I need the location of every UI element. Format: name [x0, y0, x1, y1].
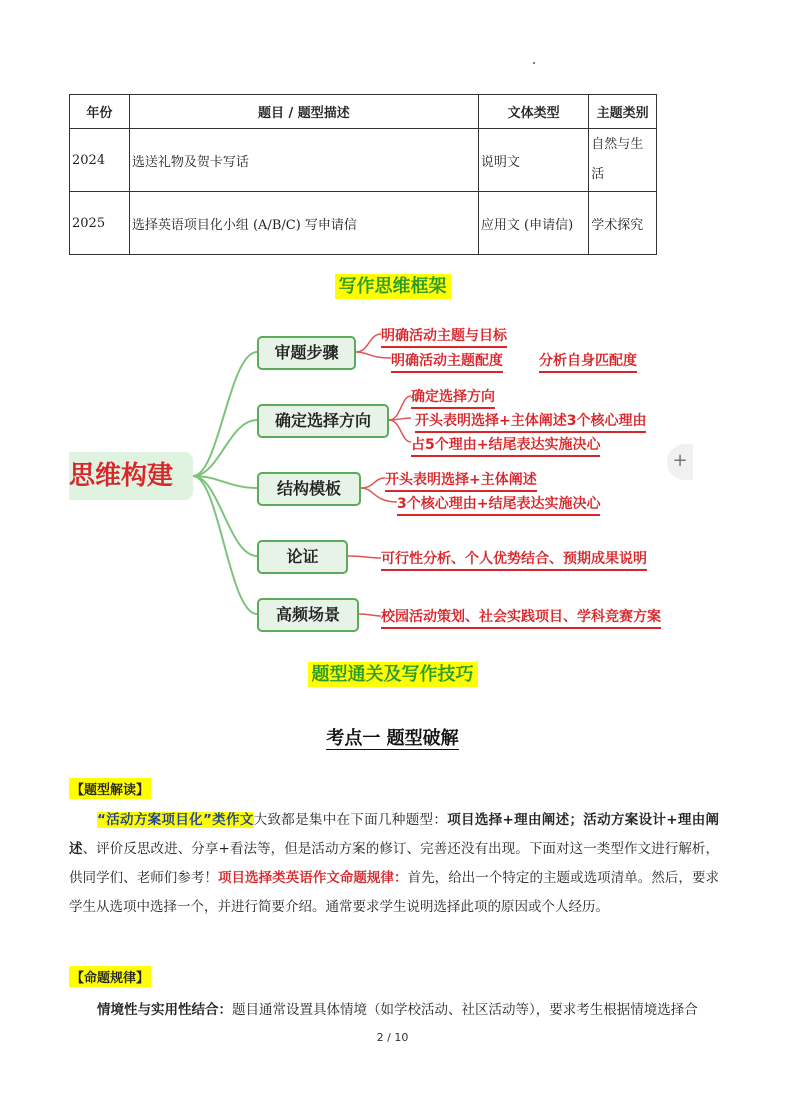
para-bold: 情境性与实用性结合：: [97, 1002, 232, 1018]
leaf: 开头表明选择+主体阐述: [385, 469, 537, 492]
table-cell: 应用文 (申请信): [478, 192, 588, 255]
branch-structure-template: 结构模板: [257, 472, 361, 506]
table-cell: 选送礼物及贺卡写话: [129, 129, 478, 192]
kaodian-title: [0, 724, 785, 750]
plus-icon[interactable]: +: [667, 444, 693, 480]
mind-map: [69, 312, 693, 648]
framework-heading: [0, 272, 785, 298]
highlight-phrase: “活动方案项目化”类作文: [97, 812, 254, 828]
interpretation-paragraph: [69, 806, 719, 922]
leaf: 可行性分析、个人优势结合、预期成果说明: [381, 548, 647, 571]
leaf: 开头表明选择+主体阐述3个核心理由: [415, 410, 646, 433]
leaf: 分析自身匹配度: [539, 350, 637, 373]
leaf: 3个核心理由+结尾表达实施决心: [397, 493, 600, 516]
branch-frequent-scenes: 高频场景: [257, 598, 359, 632]
leaf: 明确活动主题配度: [391, 350, 503, 373]
leaf: 占5个理由+结尾表达实施决心: [411, 434, 600, 457]
branch-argument: 论证: [257, 540, 348, 574]
table-header: 文体类型: [478, 95, 588, 129]
stray-dot: [533, 62, 535, 64]
table-cell: 2025: [70, 192, 130, 255]
table-header: 主题类别: [589, 95, 657, 129]
table-cell: 选择英语项目化小组 (A/B/C) 写申请信: [129, 192, 478, 255]
page-number: 2 / 10: [376, 1031, 409, 1044]
para-red: 项目选择类英语作文命题规律：: [217, 870, 408, 886]
para-text: 、评价反思改进、分享+看法等，但是活动方案的修订、完善还没有出现。下面对这一类型作文进行解析，供同学们、老师们参考！: [69, 841, 720, 886]
section-tag-interpretation: 【题型解读】: [69, 778, 151, 799]
table-cell: 学术探究: [589, 192, 657, 255]
table-header: 年份: [70, 95, 130, 129]
branch-review-steps: 审题步骤: [257, 336, 356, 370]
framework-title: 写作思维框架: [335, 274, 451, 299]
table-cell: 说明文: [478, 129, 588, 192]
table-cell: 自然与生活: [589, 129, 657, 192]
para-text: 首先，给出一个特定的主题或选项清单。然后，要求学生从选项中选择一个，并进行简要介绍。通常要求学生说明选择此项的原因或个人经历。: [69, 870, 720, 915]
table-header: 题目 / 题型描述: [129, 95, 478, 129]
kaodian-title-text: 考点一 题型破解: [326, 728, 459, 749]
mind-map-root: 思维构建: [69, 452, 193, 500]
exam-year-table: [69, 94, 657, 255]
techniques-title: 题型通关及写作技巧: [308, 662, 478, 687]
leaf: 校园活动策划、社会实践项目、学科竞赛方案: [381, 606, 661, 629]
leaf: 明确活动主题与目标: [381, 325, 507, 348]
para-text: 大致都是集中在下面几种题型：: [253, 812, 448, 828]
para-bold: 项目选择+理由阐述；活动方案设计+理由阐述: [69, 812, 720, 857]
table-header-row: [70, 95, 657, 129]
section-tag-rules: 【命题规律】: [69, 966, 151, 987]
para-text: 题目通常设置具体情境（如学校活动、社区活动等），要求考生根据情境选择合: [232, 1002, 698, 1018]
techniques-heading: [0, 660, 785, 686]
table-row: [70, 129, 657, 192]
rules-paragraph: [69, 996, 719, 1025]
table-row: [70, 192, 657, 255]
table-cell: 2024: [70, 129, 130, 192]
leaf: 确定选择方向: [411, 386, 495, 409]
branch-choose-direction: 确定选择方向: [257, 404, 389, 438]
